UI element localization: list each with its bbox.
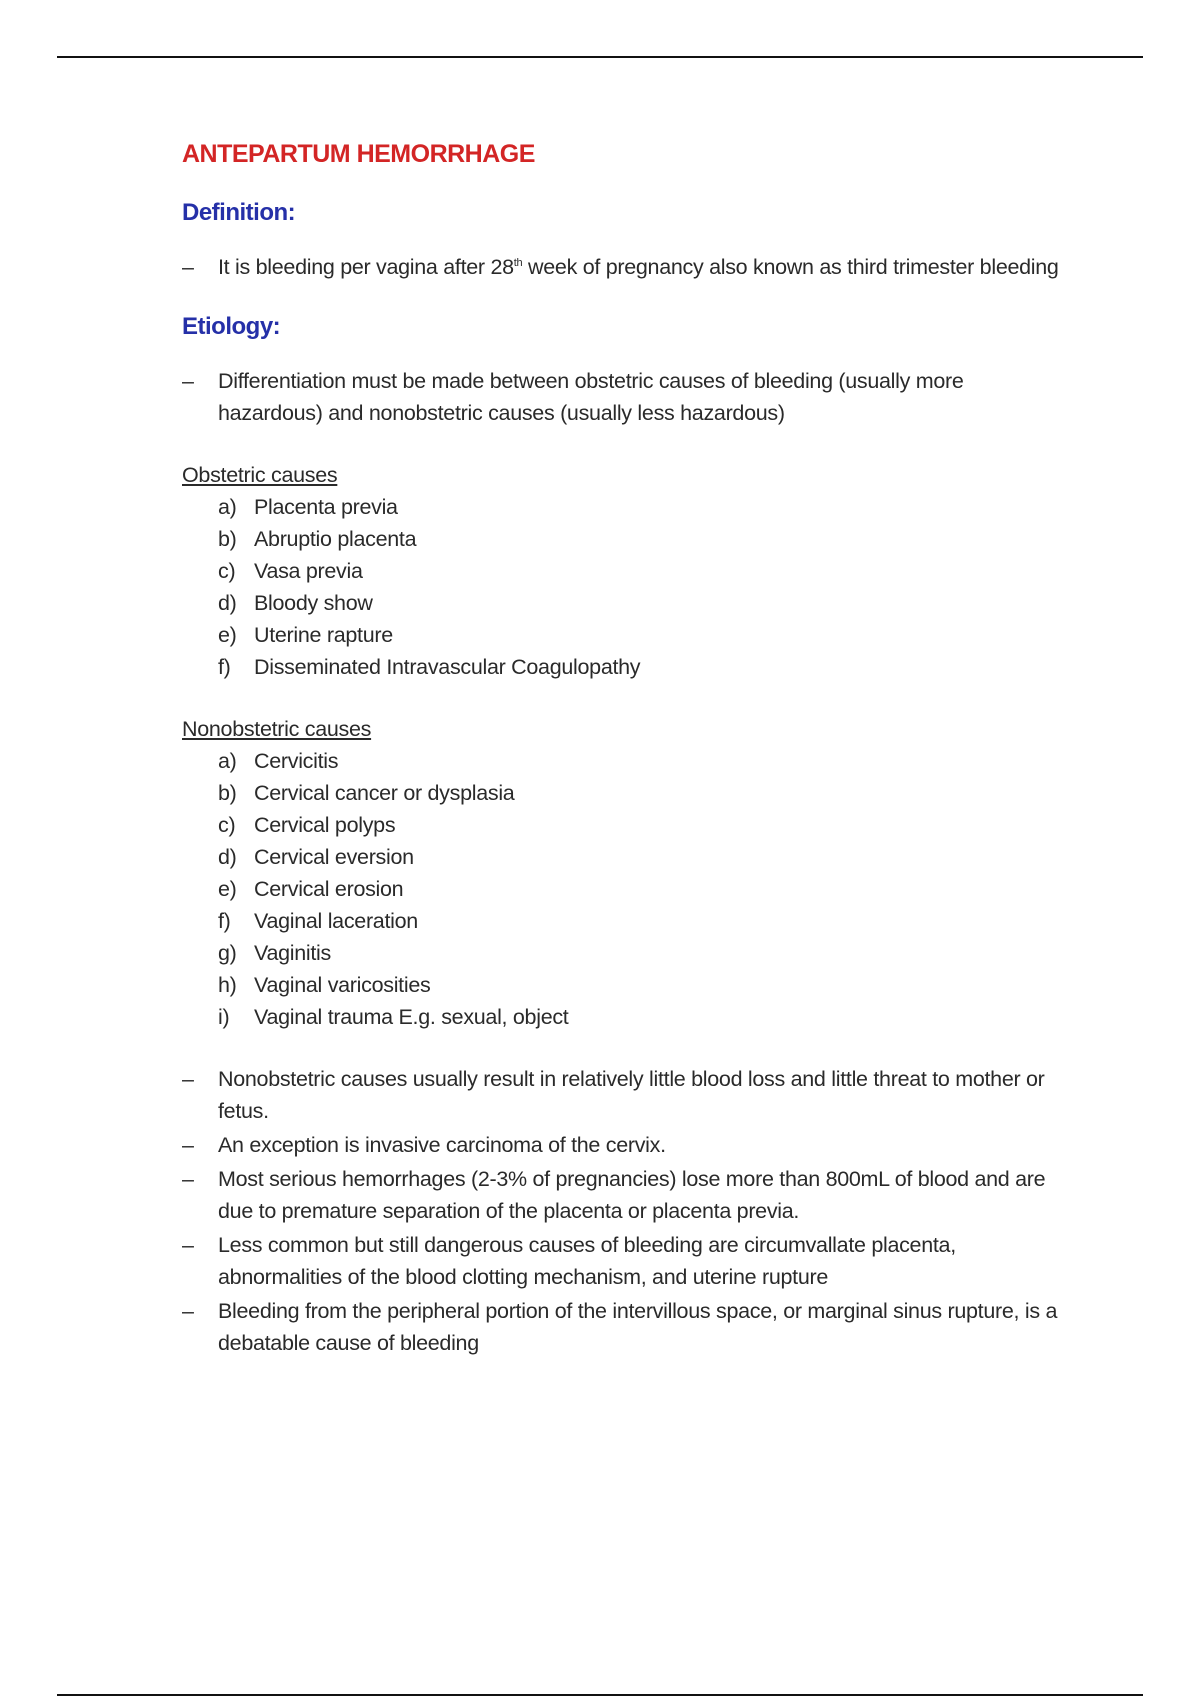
list-item xyxy=(218,969,1062,1001)
list-marker: d) xyxy=(218,591,237,615)
list-item-text: Disseminated Intravascular Coagulopathy xyxy=(254,655,641,679)
note-text: An exception is invasive carcinoma of the cervix. xyxy=(218,1133,666,1157)
etiology-intro xyxy=(182,365,1062,429)
nonobstetric-causes-list xyxy=(182,745,1062,1033)
list-item-text: Bloody show xyxy=(254,591,373,615)
list-marker: b) xyxy=(218,781,237,805)
obstetric-causes-list xyxy=(182,491,1062,683)
list-item xyxy=(218,841,1062,873)
list-marker: a) xyxy=(218,495,237,519)
bottom-rule xyxy=(57,1694,1143,1696)
list-item-text: Cervical polyps xyxy=(254,813,396,837)
list-marker: c) xyxy=(218,559,236,583)
list-item xyxy=(218,905,1062,937)
list-item-text: Vasa previa xyxy=(254,559,363,583)
definition-superscript: th xyxy=(513,256,523,269)
list-marker: f) xyxy=(218,655,231,679)
top-rule xyxy=(57,56,1143,58)
list-item-text: Cervical erosion xyxy=(254,877,404,901)
list-item xyxy=(218,937,1062,969)
note-item xyxy=(182,1063,1062,1127)
note-item xyxy=(182,1129,1062,1161)
list-item xyxy=(218,745,1062,777)
dash-bullet: – xyxy=(182,1067,194,1091)
note-text: Bleeding from the peripheral portion of the intervillous space, or marginal sinus rupture, is a debatable cause of bleeding xyxy=(218,1299,1058,1355)
list-marker: i) xyxy=(218,1005,230,1029)
list-item-text: Cervical cancer or dysplasia xyxy=(254,781,515,805)
note-text: Most serious hemorrhages (2-3% of pregnancies) lose more than 800mL of blood and are due to premature separation of the placenta or placenta previa. xyxy=(218,1167,1046,1223)
list-item-text: Vaginitis xyxy=(254,941,331,965)
definition-text-after: week of pregnancy also known as third trimester bleeding xyxy=(522,255,1059,279)
etiology-heading: Etiology: xyxy=(182,313,281,340)
note-item xyxy=(182,1295,1062,1359)
nonobstetric-causes-heading: Nonobstetric causes xyxy=(182,717,372,741)
list-item-text: Vaginal varicosities xyxy=(254,973,431,997)
list-marker: a) xyxy=(218,749,237,773)
list-item-text: Vaginal laceration xyxy=(254,909,418,933)
list-marker: g) xyxy=(218,941,237,965)
list-item xyxy=(218,587,1062,619)
list-marker: e) xyxy=(218,877,237,901)
list-item xyxy=(218,777,1062,809)
definition-heading: Definition: xyxy=(182,199,296,226)
list-marker: c) xyxy=(218,813,236,837)
notes-list xyxy=(182,1063,1062,1359)
list-item xyxy=(218,619,1062,651)
list-item xyxy=(218,1001,1062,1033)
list-marker: f) xyxy=(218,909,231,933)
list-item xyxy=(218,873,1062,905)
dash-bullet: – xyxy=(182,255,194,279)
list-item-text: Cervical eversion xyxy=(254,845,414,869)
dash-bullet: – xyxy=(182,1133,194,1157)
definition-text-before: It is bleeding per vagina after 28 xyxy=(218,255,514,279)
obstetric-causes-heading: Obstetric causes xyxy=(182,463,338,487)
etiology-intro-text: Differentiation must be made between obstetric causes of bleeding (usually more hazardous) and nonobstetric causes (usually less hazardous) xyxy=(218,369,964,425)
dash-bullet: – xyxy=(182,1167,194,1191)
list-marker: e) xyxy=(218,623,237,647)
note-text: Nonobstetric causes usually result in relatively little blood loss and little threat to mother or fetus. xyxy=(218,1067,1045,1123)
note-item xyxy=(182,1163,1062,1227)
list-marker: d) xyxy=(218,845,237,869)
list-item-text: Vaginal trauma E.g. sexual, object xyxy=(254,1005,569,1029)
dash-bullet: – xyxy=(182,1299,194,1323)
dash-bullet: – xyxy=(182,1233,194,1257)
list-item xyxy=(218,491,1062,523)
page-title: ANTEPARTUM HEMORRHAGE xyxy=(182,140,535,168)
list-item-text: Cervicitis xyxy=(254,749,339,773)
list-item xyxy=(218,809,1062,841)
definition-text xyxy=(182,251,1062,283)
list-item-text: Abruptio placenta xyxy=(254,527,417,551)
dash-bullet: – xyxy=(182,369,194,393)
document-body xyxy=(182,140,1062,1361)
list-item-text: Placenta previa xyxy=(254,495,398,519)
list-item xyxy=(218,523,1062,555)
list-item xyxy=(218,651,1062,683)
note-item xyxy=(182,1229,1062,1293)
list-marker: b) xyxy=(218,527,237,551)
list-marker: h) xyxy=(218,973,237,997)
note-text: Less common but still dangerous causes of bleeding are circumvallate placenta, abnormalities of the blood clotting mechanism, and uterine rupture xyxy=(218,1233,956,1289)
list-item-text: Uterine rapture xyxy=(254,623,393,647)
list-item xyxy=(218,555,1062,587)
